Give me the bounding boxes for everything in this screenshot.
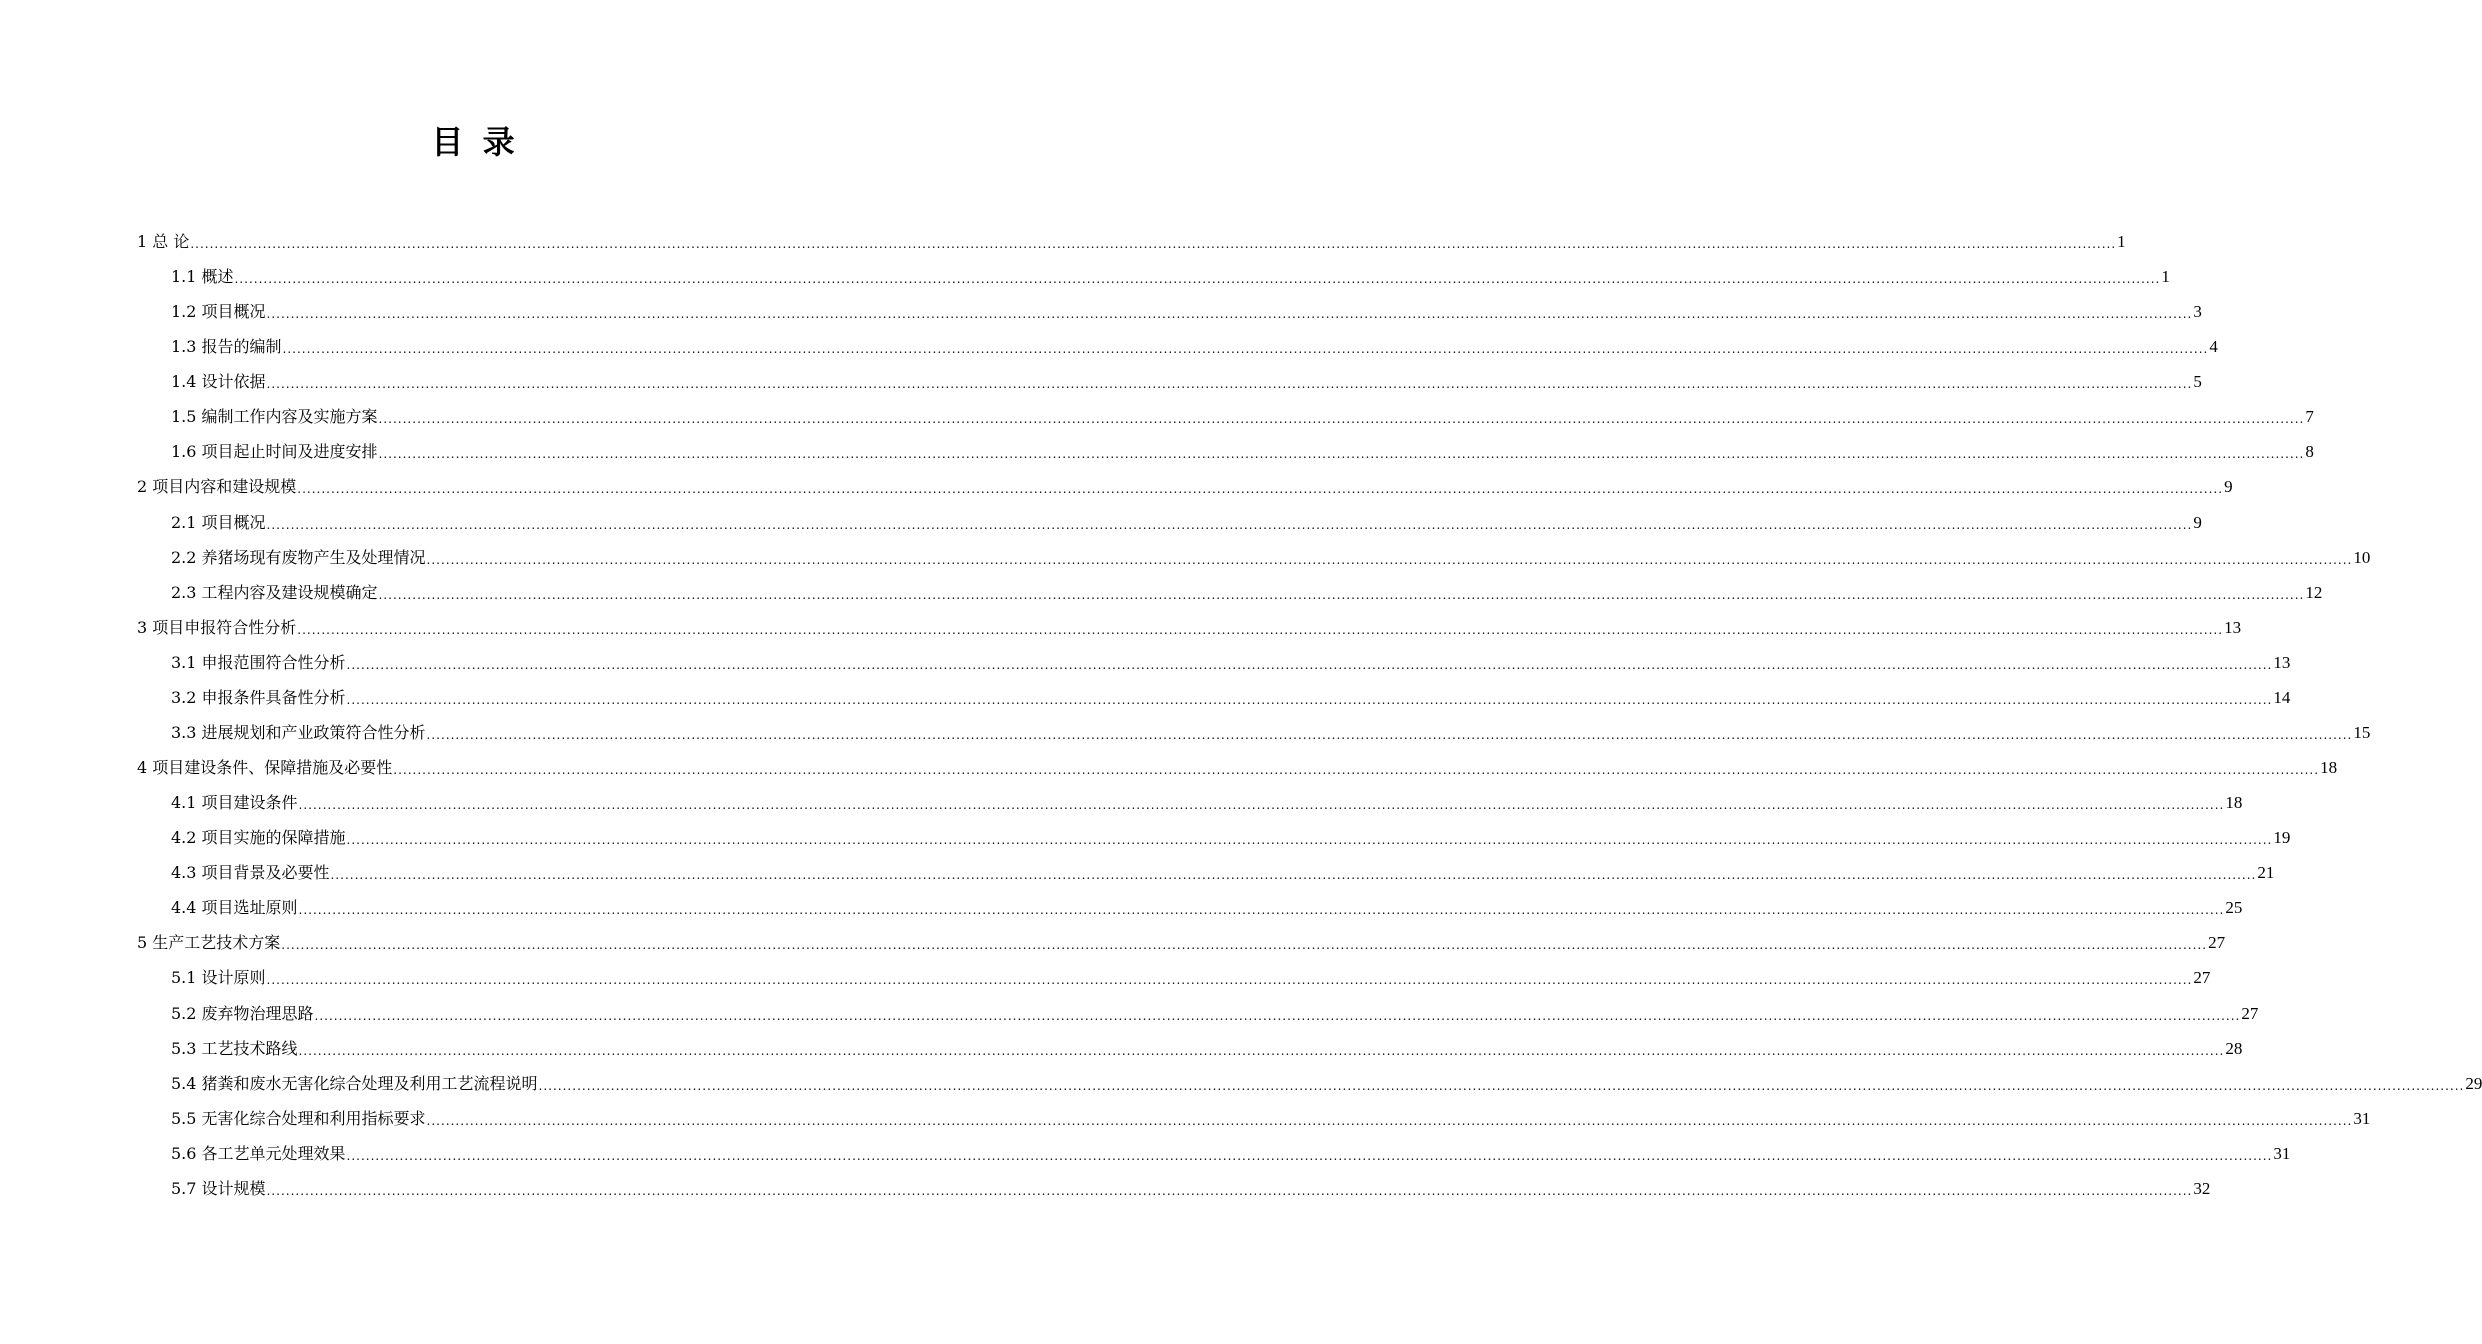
toc-section-entry[interactable] (171, 1101, 2371, 1136)
toc-entry-label: 1.4 设计依据 (171, 371, 266, 391)
toc-entry-label: 5.1 设计原则 (171, 967, 266, 987)
toc-dot-leader: ................................................................................................................................................................................................................................................................................................................................................................................................................ (266, 376, 2193, 391)
toc-entry-label: 1.2 项目概况 (171, 301, 266, 321)
toc-section-entry[interactable] (171, 399, 2314, 434)
toc-section-entry[interactable] (171, 645, 2291, 680)
toc-section-entry[interactable] (171, 329, 2218, 364)
toc-entry-label: 4.1 项目建设条件 (171, 792, 298, 812)
toc-entry-page-number: 1 (2161, 266, 2170, 286)
toc-entry-page-number: 7 (2305, 406, 2314, 426)
toc-dot-leader: ................................................................................................................................................................................................................................................................................................................................................................................................................ (298, 797, 2225, 812)
toc-entry-page-number: 31 (2353, 1108, 2371, 1128)
toc-section-entry[interactable] (171, 715, 2371, 750)
toc-section-entry[interactable] (171, 259, 2170, 294)
toc-dot-leader: ................................................................................................................................................................................................................................................................................................................................................................................................................ (190, 236, 2117, 251)
toc-section-entry[interactable] (171, 820, 2291, 855)
toc-entry-label: 3.2 申报条件具备性分析 (171, 687, 346, 707)
toc-entry-page-number: 4 (2209, 336, 2218, 356)
toc-dot-leader: ................................................................................................................................................................................................................................................................................................................................................................................................................ (298, 1043, 2225, 1058)
toc-entry-page-number: 1 (2117, 231, 2126, 251)
toc-section-entry[interactable] (171, 294, 2202, 329)
toc-section-entry[interactable] (171, 680, 2291, 715)
toc-entry-label: 1.3 报告的编制 (171, 336, 282, 356)
toc-dot-leader: ................................................................................................................................................................................................................................................................................................................................................................................................................ (234, 271, 2161, 286)
toc-entry-page-number: 9 (2224, 476, 2233, 496)
toc-entry-page-number: 9 (2193, 512, 2202, 532)
toc-entry-label: 4.4 项目选址原则 (171, 897, 298, 917)
toc-chapter-entry[interactable] (137, 469, 2233, 504)
toc-section-entry[interactable] (171, 960, 2211, 995)
toc-dot-leader: ................................................................................................................................................................................................................................................................................................................................................................................................................ (378, 446, 2305, 461)
toc-entry-page-number: 27 (2193, 967, 2211, 987)
toc-entry-page-number: 19 (2273, 827, 2291, 847)
toc-chapter-entry[interactable] (137, 610, 2242, 645)
toc-entry-label: 1 总 论 (137, 231, 190, 251)
toc-section-entry[interactable] (171, 505, 2202, 540)
toc-entry-page-number: 3 (2193, 301, 2202, 321)
toc-entry-page-number: 18 (2320, 757, 2338, 777)
toc-entry-page-number: 27 (2208, 932, 2226, 952)
toc-dot-leader: ................................................................................................................................................................................................................................................................................................................................................................................................................ (538, 1078, 2465, 1093)
toc-entry-page-number: 15 (2353, 722, 2371, 742)
toc-dot-leader: ................................................................................................................................................................................................................................................................................................................................................................................................................ (330, 867, 2257, 882)
toc-entry-page-number: 13 (2273, 652, 2291, 672)
toc-dot-leader: ................................................................................................................................................................................................................................................................................................................................................................................................................ (378, 411, 2305, 426)
toc-dot-leader: ................................................................................................................................................................................................................................................................................................................................................................................................................ (346, 692, 2273, 707)
toc-dot-leader: ................................................................................................................................................................................................................................................................................................................................................................................................................ (426, 727, 2353, 742)
toc-section-entry[interactable] (171, 785, 2243, 820)
toc-section-entry[interactable] (171, 1066, 2482, 1101)
toc-section-entry[interactable] (171, 1031, 2243, 1066)
toc-entry-page-number: 13 (2224, 617, 2242, 637)
toc-entry-page-number: 18 (2225, 792, 2243, 812)
toc-dot-leader: ................................................................................................................................................................................................................................................................................................................................................................................................................ (346, 832, 2273, 847)
toc-section-entry[interactable] (171, 434, 2314, 469)
toc-entry-label: 5.5 无害化综合处理和利用指标要求 (171, 1108, 426, 1128)
toc-entry-label: 1.5 编制工作内容及实施方案 (171, 406, 378, 426)
toc-entry-page-number: 29 (2465, 1073, 2482, 1093)
toc-entry-page-number: 10 (2353, 547, 2371, 567)
toc-dot-leader: ................................................................................................................................................................................................................................................................................................................................................................................................................ (346, 1148, 2273, 1163)
toc-dot-leader: ................................................................................................................................................................................................................................................................................................................................................................................................................ (298, 902, 2225, 917)
toc-entry-label: 2.2 养猪场现有废物产生及处理情况 (171, 547, 426, 567)
toc-dot-leader: ................................................................................................................................................................................................................................................................................................................................................................................................................ (297, 622, 2224, 637)
toc-dot-leader: ................................................................................................................................................................................................................................................................................................................................................................................................................ (314, 1008, 2241, 1023)
toc-entry-label: 5.2 废弃物治理思路 (171, 1003, 314, 1023)
toc-dot-leader: ................................................................................................................................................................................................................................................................................................................................................................................................................ (378, 587, 2305, 602)
toc-entry-label: 5.3 工艺技术路线 (171, 1038, 298, 1058)
toc-entry-page-number: 21 (2257, 862, 2275, 882)
toc-entry-label: 5.6 各工艺单元处理效果 (171, 1143, 346, 1163)
toc-dot-leader: ................................................................................................................................................................................................................................................................................................................................................................................................................ (393, 762, 2320, 777)
toc-entry-page-number: 28 (2225, 1038, 2243, 1058)
toc-dot-leader: ................................................................................................................................................................................................................................................................................................................................................................................................................ (282, 341, 2209, 356)
toc-entry-label: 2.1 项目概况 (171, 512, 266, 532)
toc-dot-leader: ................................................................................................................................................................................................................................................................................................................................................................................................................ (281, 937, 2208, 952)
toc-dot-leader: ................................................................................................................................................................................................................................................................................................................................................................................................................ (297, 481, 2224, 496)
toc-dot-leader: ................................................................................................................................................................................................................................................................................................................................................................................................................ (266, 972, 2193, 987)
toc-entry-label: 4.3 项目背景及必要性 (171, 862, 330, 882)
toc-entry-label: 3 项目申报符合性分析 (137, 617, 297, 637)
toc-entry-page-number: 32 (2193, 1178, 2211, 1198)
page-title: 目 录 (431, 123, 519, 161)
toc-dot-leader: ................................................................................................................................................................................................................................................................................................................................................................................................................ (426, 1113, 2353, 1128)
toc-chapter-entry[interactable] (137, 224, 2126, 259)
toc-dot-leader: ................................................................................................................................................................................................................................................................................................................................................................................................................ (266, 1183, 2193, 1198)
toc-entry-page-number: 12 (2305, 582, 2323, 602)
toc-section-entry[interactable] (171, 855, 2275, 890)
toc-entry-label: 1.1 概述 (171, 266, 234, 286)
toc-entry-page-number: 25 (2225, 897, 2243, 917)
toc-entry-label: 4.2 项目实施的保障措施 (171, 827, 346, 847)
toc-section-entry[interactable] (171, 996, 2259, 1031)
toc-entry-page-number: 8 (2305, 441, 2314, 461)
toc-entry-label: 1.6 项目起止时间及进度安排 (171, 441, 378, 461)
toc-entry-label: 3.3 进展规划和产业政策符合性分析 (171, 722, 426, 742)
toc-entry-page-number: 27 (2241, 1003, 2259, 1023)
toc-dot-leader: ................................................................................................................................................................................................................................................................................................................................................................................................................ (426, 552, 2353, 567)
toc-entry-page-number: 14 (2273, 687, 2291, 707)
toc-section-entry[interactable] (171, 575, 2323, 610)
toc-entry-label: 3.1 申报范围符合性分析 (171, 652, 346, 672)
toc-dot-leader: ................................................................................................................................................................................................................................................................................................................................................................................................................ (346, 657, 2273, 672)
toc-section-entry[interactable] (171, 540, 2371, 575)
toc-section-entry[interactable] (171, 1171, 2211, 1206)
toc-section-entry[interactable] (171, 890, 2243, 925)
toc-entry-label: 5.7 设计规模 (171, 1178, 266, 1198)
toc-entry-label: 2.3 工程内容及建设规模确定 (171, 582, 378, 602)
toc-dot-leader: ................................................................................................................................................................................................................................................................................................................................................................................................................ (266, 517, 2193, 532)
toc-entry-label: 5.4 猪粪和废水无害化综合处理及利用工艺流程说明 (171, 1073, 538, 1093)
toc-section-entry[interactable] (171, 364, 2202, 399)
toc-section-entry[interactable] (171, 1136, 2291, 1171)
toc-entry-page-number: 31 (2273, 1143, 2291, 1163)
toc-entry-label: 2 项目内容和建设规模 (137, 476, 297, 496)
toc-entry-label: 5 生产工艺技术方案 (137, 932, 281, 952)
toc-entry-page-number: 5 (2193, 371, 2202, 391)
toc-entry-label: 4 项目建设条件、保障措施及必要性 (137, 757, 393, 777)
toc-chapter-entry[interactable] (137, 925, 2226, 960)
toc-chapter-entry[interactable] (137, 750, 2338, 785)
toc-dot-leader: ................................................................................................................................................................................................................................................................................................................................................................................................................ (266, 306, 2193, 321)
